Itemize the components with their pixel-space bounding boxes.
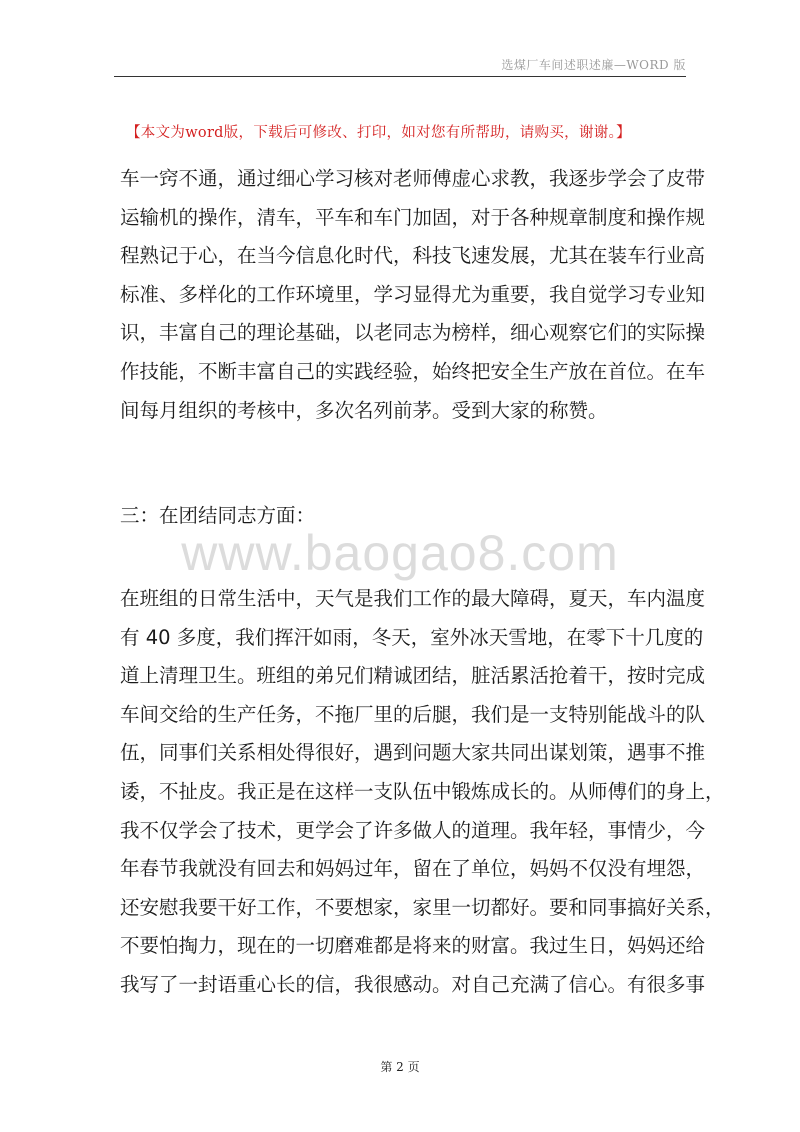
text-line: 车间交给的生产任务，不拖厂里的后腿，我们是一支特别能战斗的队: [120, 702, 706, 726]
text-line: 间每月组织的考核中，多次名列前茅。受到大家的称赞。: [120, 398, 608, 422]
text-line: 标准、多样化的工作环境里，学习显得尤为重要，我自觉学习专业知: [120, 282, 706, 306]
text-line: 不要怕掏力，现在的一切磨难都是将来的财富。我过生日，妈妈还给: [120, 934, 706, 958]
text-line: 作技能，不断丰富自己的实践经验，始终把安全生产放在首位。在车: [120, 359, 706, 383]
text-line: 我不仅学会了技术，更学会了许多做人的道理。我年轻，事情少，今: [120, 818, 706, 842]
header-title: 选煤厂车间述职述廉—WORD 版: [501, 58, 686, 72]
text-line: 运输机的操作，清车，平车和车门加固，对于各种规章制度和操作规: [120, 205, 706, 229]
text-line: 识，丰富自己的理论基础，以老同志为榜样，细心观察它们的实际操: [120, 321, 706, 345]
text-line: 我写了一封语重心长的信，我很感动。对自己充满了信心。有很多事: [120, 972, 706, 996]
paragraph-teamwork: [120, 580, 725, 1005]
text-line: 诿，不扯皮。我正是在这样一支队伍中锻炼成长的。从师傅们的身上，: [120, 779, 725, 803]
watermark: www.baogao8.com: [181, 525, 619, 581]
paragraph-study: [120, 160, 706, 430]
section-heading-text: 三：在团结同志方面：: [120, 504, 316, 527]
page-number: 第 2 页: [380, 1060, 420, 1074]
text-line: 车一窍不通，通过细心学习核对老师傅虚心求教，我逐步学会了皮带: [120, 167, 706, 190]
page-header: [114, 54, 686, 77]
text-line: 在班组的日常生活中，天气是我们工作的最大障碍，夏天，车内温度: [120, 587, 706, 610]
purchase-notice: 【本文为word版，下载后可修改、打印，如对您有所帮助，请购买，谢谢。】: [126, 125, 631, 141]
text-line: 伍，同事们关系相处得很好，遇到问题大家共同出谋划策，遇事不推: [120, 741, 706, 765]
text-line: 程熟记于心，在当今信息化时代，科技飞速发展，尤其在装车行业高: [120, 244, 706, 268]
text-line: 有 40 多度，我们挥汗如雨，冬天，室外冰天雪地，在零下十几度的: [120, 625, 704, 649]
text-line: 还安慰我要干好工作，不要想家，家里一切都好。要和同事搞好关系，: [120, 895, 725, 919]
text-line: 年春节我就没有回去和妈妈过年，留在了单位，妈妈不仅没有埋怨，: [120, 857, 706, 881]
text-line: 道上清理卫生。班组的弟兄们精诚团结，脏活累活抢着干，按时完成: [120, 664, 706, 688]
